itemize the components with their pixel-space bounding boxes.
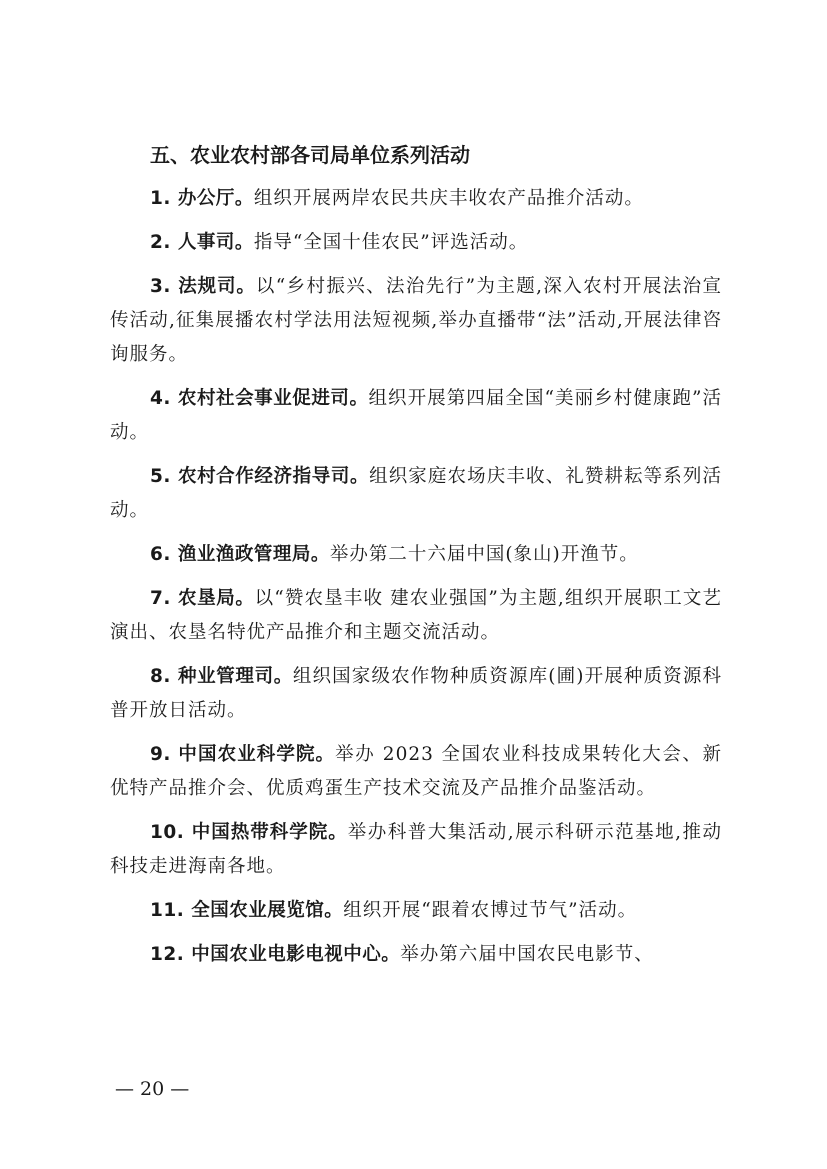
item-text: 组织国家级农作物种质资源库(圃)开展种质资源科普开放日活动。 xyxy=(110,666,723,721)
list-item xyxy=(110,660,722,728)
item-lead: 6. 渔业渔政管理局。 xyxy=(150,544,330,565)
list-item xyxy=(110,894,722,928)
item-lead: 1. 办公厅。 xyxy=(150,188,254,209)
list-item xyxy=(110,382,722,450)
list-item xyxy=(110,538,722,572)
item-text: 组织开展两岸农民共庆丰收农产品推介活动。 xyxy=(253,188,644,209)
list-item xyxy=(110,816,722,884)
item-lead: 3. 法规司。 xyxy=(150,276,256,297)
item-lead: 7. 农垦局。 xyxy=(150,588,255,609)
item-lead: 12. 中国农业电影电视中心。 xyxy=(150,944,401,965)
item-lead: 11. 全国农业展览馆。 xyxy=(150,900,344,921)
list-item xyxy=(110,460,722,528)
item-lead: 9. 中国农业科学院。 xyxy=(150,744,336,765)
list-item xyxy=(110,226,722,260)
item-lead: 4. 农村社会事业促进司。 xyxy=(150,388,369,409)
list-item xyxy=(110,738,722,806)
section-heading: 五、农业农村部各司局单位系列活动 xyxy=(150,143,470,167)
item-text: 以“乡村振兴、法治先行”为主题,深入农村开展法治宣传活动,征集展播农村学法用法短视频,举办直播带“法”活动,开展法律咨询服务。 xyxy=(110,276,722,365)
item-lead: 5. 农村合作经济指导司。 xyxy=(150,466,370,487)
item-lead: 10. 中国热带科学院。 xyxy=(150,822,348,843)
page-number: — 20 — xyxy=(115,1078,190,1100)
item-text: 以“赞农垦丰收 建农业强国”为主题,组织开展职工文艺演出、农垦名特优产品推介和主题交流活动。 xyxy=(110,588,722,643)
list-item xyxy=(110,938,722,972)
list-item xyxy=(110,270,722,372)
item-text: 组织开展第四届全国“美丽乡村健康跑”活动。 xyxy=(110,388,722,443)
document-body xyxy=(110,138,722,982)
item-text: 组织家庭农场庆丰收、礼赞耕耘等系列活动。 xyxy=(110,466,722,521)
item-lead: 2. 人事司。 xyxy=(150,232,254,253)
item-text: 举办 2023 全国农业科技成果转化大会、新优特产品推介会、优质鸡蛋生产技术交流及产品推介品鉴活动。 xyxy=(110,744,723,799)
item-text: 组织开展“跟着农博过节气”活动。 xyxy=(343,900,638,921)
item-lead: 8. 种业管理司。 xyxy=(150,666,293,687)
item-text: 指导“全国十佳农民”评选活动。 xyxy=(253,232,529,253)
item-text: 举办第二十六届中国(象山)开渔节。 xyxy=(329,544,639,565)
item-text: 举办第六届中国农民电影节、 xyxy=(400,944,654,965)
list-item xyxy=(110,582,722,650)
list-item xyxy=(110,182,722,216)
item-text: 举办科普大集活动,展示科研示范基地,推动科技走进海南各地。 xyxy=(110,822,723,877)
